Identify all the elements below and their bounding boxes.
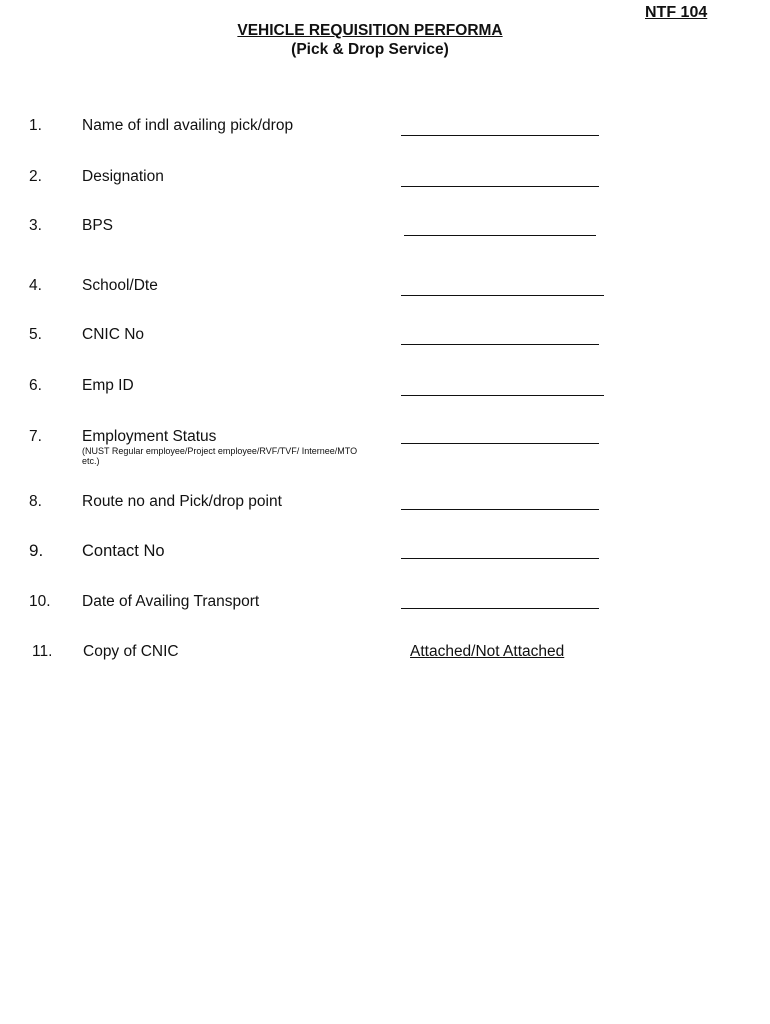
item-number: 3. (29, 217, 42, 234)
item-label: Contact No (82, 542, 165, 560)
contact-blank-line[interactable] (401, 558, 599, 559)
item-label: CNIC No (82, 326, 145, 343)
form-title: VEHICLE REQUISITION PERFORMA (237, 22, 503, 39)
item-label: Date of Availing Transport (82, 593, 260, 610)
form-row-route (0, 492, 770, 532)
form-subtitle: (Pick & Drop Service) (291, 41, 449, 58)
employment-status-blank-line[interactable] (401, 443, 599, 444)
item-label: School/Dte (82, 277, 158, 294)
item-label: Designation (82, 168, 164, 185)
bps-blank-line[interactable] (404, 235, 596, 236)
form-row-school (0, 276, 770, 316)
cnic-copy-status[interactable]: Attached/Not Attached (410, 643, 565, 660)
cnic-blank-line[interactable] (401, 344, 599, 345)
employment-status-note: (NUST Regular employee/Project employee/RVF/TVF/ Internee/MTO etc.) (82, 446, 358, 466)
form-row-cnic-copy (0, 642, 770, 682)
route-blank-line[interactable] (401, 509, 599, 510)
form-row-emp-id (0, 376, 770, 416)
form-row-designation (0, 167, 770, 207)
name-blank-line[interactable] (401, 135, 599, 136)
school-blank-line[interactable] (401, 295, 604, 296)
item-number: 6. (29, 377, 42, 394)
item-number: 8. (29, 493, 42, 510)
item-number: 11. (32, 643, 53, 660)
item-number: 1. (29, 117, 42, 134)
form-row-bps (0, 216, 770, 256)
emp-id-blank-line[interactable] (401, 395, 604, 396)
item-number: 4. (29, 277, 42, 294)
form-row-employment-status (0, 427, 770, 467)
item-label: BPS (82, 217, 114, 234)
item-label: Name of indl availing pick/drop (82, 117, 294, 134)
item-label: Route no and Pick/drop point (82, 493, 282, 510)
form-code: NTF 104 (645, 4, 708, 21)
form-row-date (0, 592, 770, 632)
item-number: 2. (29, 168, 42, 185)
item-number: 5. (29, 326, 42, 343)
form-row-cnic (0, 325, 770, 365)
item-label: Copy of CNIC (83, 643, 179, 660)
form-row-contact (0, 541, 770, 581)
item-label: Emp ID (82, 377, 134, 394)
item-number: 9. (29, 541, 44, 560)
item-label: Employment Status (82, 428, 217, 445)
date-blank-line[interactable] (401, 608, 599, 609)
designation-blank-line[interactable] (401, 186, 599, 187)
item-number: 7. (29, 428, 42, 445)
item-number: 10. (29, 593, 51, 610)
form-row-name (0, 116, 770, 156)
